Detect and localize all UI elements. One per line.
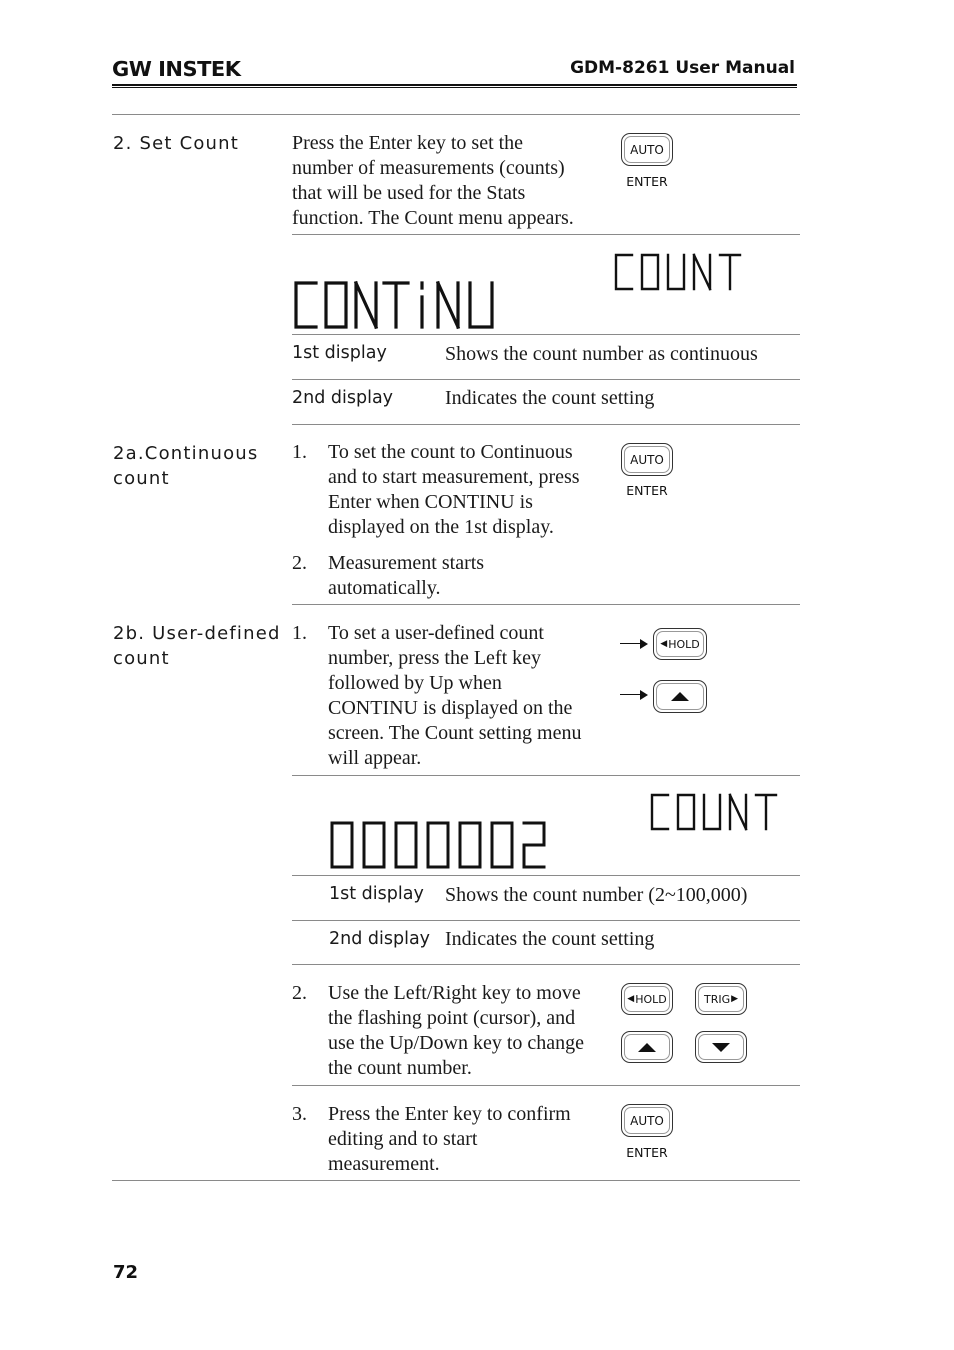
left-hold-key[interactable] — [621, 983, 673, 1015]
arrow-head-icon — [640, 690, 648, 700]
divider — [292, 875, 800, 876]
divider — [292, 1085, 800, 1086]
lcd-display-number-text: 0000002 — [328, 820, 333, 821]
hold-key-label: HOLD — [635, 992, 667, 1006]
lcd-display-count — [648, 792, 788, 834]
divider — [112, 1180, 800, 1181]
lcd-display-count-text: COUNT — [648, 792, 652, 793]
lcd-display-count — [612, 252, 752, 294]
trig-key-label: TRIG — [703, 992, 731, 1006]
user-defined-step3-text: Press the Enter key to confirm editing and to start measurement. — [328, 1103, 571, 1175]
user-defined-step1-text: To set a user-defined count number, press the Left key followed by Up when CONTINU is displayed on the screen. The Count setting menu will appear. — [328, 622, 582, 769]
enter-key-caption: ENTER — [626, 1145, 668, 1160]
display-row-label: 1st display — [329, 884, 424, 904]
divider — [292, 775, 800, 776]
section-label-user-defined: 2b. User-defined count — [113, 623, 281, 669]
enter-key-caption: ENTER — [626, 483, 668, 498]
right-arrow-icon: ▶ — [731, 994, 739, 1004]
up-arrow-icon — [638, 1043, 656, 1052]
header-rule — [112, 84, 797, 88]
up-key[interactable] — [621, 1031, 673, 1063]
display-row-value: Indicates the count setting — [445, 387, 655, 409]
lcd-display-number — [328, 820, 558, 872]
step-number: 2. — [292, 552, 307, 574]
right-trig-key[interactable] — [695, 983, 747, 1015]
divider — [292, 920, 800, 921]
left-arrow-icon: ◀ — [660, 639, 668, 649]
continuous-step2-text: Measurement starts automatically. — [328, 552, 485, 599]
left-hold-key[interactable] — [653, 628, 707, 660]
step-number: 3. — [292, 1103, 307, 1125]
enter-key-caption: ENTER — [626, 174, 668, 189]
display-row-value: Shows the count number (2~100,000) — [445, 884, 748, 906]
divider — [292, 234, 800, 235]
enter-key[interactable] — [621, 133, 673, 166]
enter-key[interactable] — [621, 443, 673, 476]
step-number: 1. — [292, 622, 307, 644]
enter-key-label: AUTO — [630, 1113, 664, 1128]
continuous-step1-text: To set the count to Continuous and to start measurement, press Enter when CONTINU is displayed on the 1st display. — [328, 441, 580, 538]
down-arrow-icon — [712, 1043, 730, 1052]
divider — [292, 424, 800, 425]
down-key[interactable] — [695, 1031, 747, 1063]
display-row-label: 2nd display — [329, 929, 431, 949]
enter-key[interactable] — [621, 1104, 673, 1137]
arrow-right-icon — [620, 694, 642, 695]
display-row-label: 2nd display — [292, 388, 394, 408]
divider — [112, 114, 800, 115]
manual-title: GDM-8261 User Manual — [570, 58, 795, 78]
lcd-display-count-text: COUNT — [612, 252, 616, 253]
enter-key-label: AUTO — [630, 142, 664, 157]
display-row-label: 1st display — [292, 343, 387, 363]
lcd-display-continu — [292, 280, 532, 332]
brand-logo: GW INSTEK — [112, 57, 241, 81]
left-arrow-icon: ◀ — [627, 994, 635, 1004]
divider — [292, 334, 800, 335]
divider — [292, 604, 800, 605]
section-label-continuous: 2a.Continuous count — [113, 443, 259, 489]
user-defined-step2-text: Use the Left/Right key to move the flashing point (cursor), and use the Up/Down key to change the count number. — [328, 982, 585, 1079]
set-count-description: Press the Enter key to set the number of measurements (counts) that will be used for the Stats function. The Count menu appears. — [292, 132, 574, 229]
arrow-right-icon — [620, 643, 642, 644]
step-number: 2. — [292, 982, 307, 1004]
step-number: 1. — [292, 441, 307, 463]
up-key[interactable] — [653, 680, 707, 713]
hold-key-label: HOLD — [668, 637, 700, 651]
page-number: 72 — [113, 1262, 139, 1283]
divider — [292, 379, 800, 380]
display-row-value: Indicates the count setting — [445, 928, 655, 950]
enter-key-label: AUTO — [630, 452, 664, 467]
up-arrow-icon — [671, 692, 689, 701]
section-label-set-count: 2. Set Count — [113, 133, 240, 154]
divider — [292, 964, 800, 965]
display-row-value: Shows the count number as continuous — [445, 343, 758, 365]
lcd-display-continu-text: CONTINU — [292, 280, 298, 281]
arrow-head-icon — [640, 639, 648, 649]
